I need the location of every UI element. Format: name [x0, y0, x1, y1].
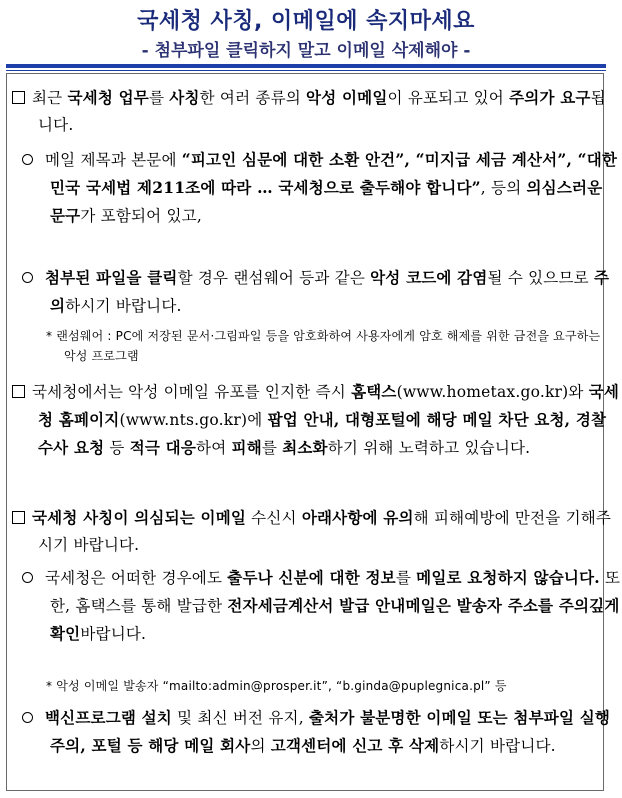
checkbox-square-icon: [12, 91, 25, 104]
checkbox-square-icon: [12, 511, 25, 524]
section-2: 국세청에서는 악성 이메일 유포를 인지한 즉시 홈택스(www.hometax.go.kr)와 국세청 홈페이지(www.nts.go.kr)에 팝업 안내, 대형포털에 해당 메일 차단 요청, 경찰 수사 요청 등 적극 대응하여 피해를 최소화하기 위해 노력하고 있습니다.: [12, 378, 620, 462]
bullet-2: 첨부된 파일을 클릭할 경우 랜섬웨어 등과 같은 악성 코드에 감염될 수 있으므로 주의하시기 바랍니다.: [22, 264, 622, 320]
note-ransomware: * 랜섬웨어 : PC에 저장된 문서·그림파일 등을 암호화하여 사용자에게 암호 해제를 위한 금전을 요구하는 악성 프로그램: [46, 329, 601, 363]
header-rule-thin: [6, 70, 606, 71]
bullet-3: 국세청은 어떠한 경우에도 출두나 신분에 대한 정보를 메일로 요청하지 않습니다. 또한, 홈택스를 통해 발급한 전자세금계산서 발급 안내메일은 발송자 주소를 주의깊게 확인바랍니다.: [22, 564, 622, 648]
page-title: 국세청 사칭, 이메일에 속지마세요: [137, 9, 475, 34]
page-subtitle: - 첨부파일 클릭하지 말고 이메일 삭제해야 -: [141, 41, 471, 61]
bullet-4: 백신프로그램 설치 및 최신 버전 유지, 출처가 불분명한 이메일 또는 첨부파일 실행 주의, 포털 등 해당 메일 회사의 고객센터에 신고 후 삭제하시기 바랍니다.: [22, 704, 622, 760]
bullet-circle-icon: [22, 272, 33, 283]
bullet-circle-icon: [22, 572, 33, 583]
bullet-circle-icon: [22, 154, 33, 165]
bullet-1: 메일 제목과 본문에 “피고인 심문에 대한 소환 안건”, “미지급 세금 계산서”, “대한민국 국세법 제211조에 따라 … 국세청으로 출두해야 합니다”, 등의 의심스러운 문구가 포함되어 있고,: [22, 146, 622, 230]
section-1: 최근 국세청 업무를 사칭한 여러 종류의 악성 이메일이 유포되고 있어 주의가 요구됩니다.: [12, 84, 620, 139]
bullet-circle-icon: [22, 712, 33, 723]
note-senders: * 악성 이메일 발송자 “mailto:admin@prosper.it”, “b.ginda@puplegnica.pl” 등: [46, 679, 507, 693]
section-3: 국세청 사칭이 의심되는 이메일 수신시 아래사항에 유의해 피해예방에 만전을 기해주시기 바랍니다.: [12, 504, 620, 559]
checkbox-square-icon: [12, 385, 25, 398]
header-rule-thick: [6, 64, 606, 68]
